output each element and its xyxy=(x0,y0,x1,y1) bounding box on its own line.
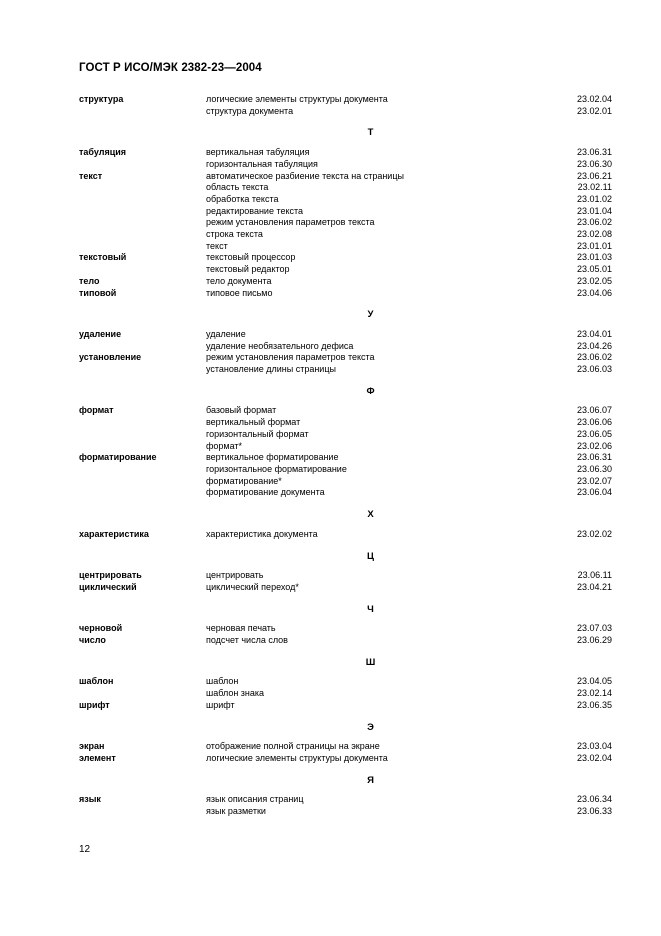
index-term: автоматическое разбиение текста на страницы xyxy=(206,170,404,181)
index-code: 23.04.26 xyxy=(576,340,612,351)
section-letter: Ф xyxy=(366,385,375,397)
index-term: текст xyxy=(206,240,228,251)
index-code: 23.06.05 xyxy=(576,428,612,439)
index-group xyxy=(79,288,612,300)
index-code: 23.02.02 xyxy=(576,528,612,539)
page-number: 12 xyxy=(79,844,91,855)
index-keyword: циклический xyxy=(79,581,137,592)
index-code: 23.02.07 xyxy=(576,475,612,486)
index-group xyxy=(79,147,612,170)
section-letter: Э xyxy=(367,721,374,733)
index-entry xyxy=(79,700,612,712)
section-letter: Ц xyxy=(367,550,374,562)
index-keyword: форматирование xyxy=(79,452,157,463)
index-group xyxy=(79,570,612,582)
section-letter: Ч xyxy=(367,603,374,615)
index-term: логические элементы структуры документа xyxy=(206,94,388,104)
index-term: вертикальное форматирование xyxy=(206,452,339,463)
index-entry xyxy=(79,741,612,753)
index-keyword xyxy=(79,688,206,700)
index-code: 23.05.01 xyxy=(576,264,612,275)
index-code: 23.01.03 xyxy=(576,252,612,263)
index-term: область текста xyxy=(206,182,269,193)
index-keyword xyxy=(79,364,206,376)
index-keyword xyxy=(79,429,206,441)
index-keyword xyxy=(79,229,206,241)
index-code: 23.01.01 xyxy=(576,240,612,251)
index-group xyxy=(79,529,612,541)
index-keyword xyxy=(79,182,206,194)
index-term: удаление необязательного дефиса xyxy=(206,340,354,351)
index-entry xyxy=(79,159,612,171)
index-term: текстовый процессор xyxy=(206,252,296,263)
index-term: форматирование документа xyxy=(206,487,325,498)
index-term: базовый формат xyxy=(206,405,277,416)
index-entry xyxy=(79,206,612,218)
index-code: 23.06.02 xyxy=(576,352,612,363)
index-entry xyxy=(79,417,612,429)
index-entry xyxy=(79,487,612,499)
index-term: вертикальный формат xyxy=(206,417,301,428)
index-entry xyxy=(79,94,612,106)
section-letter: Х xyxy=(367,509,374,521)
index-code: 23.06.03 xyxy=(576,364,612,375)
index-term: удаление xyxy=(206,328,246,339)
index-group xyxy=(79,700,612,712)
index-code: 23.02.14 xyxy=(576,688,612,699)
index-group xyxy=(79,794,612,817)
section-letter: Т xyxy=(367,127,374,139)
index-group xyxy=(79,252,612,275)
index-term: шрифт xyxy=(206,699,235,710)
index-keyword xyxy=(79,464,206,476)
index-term: типовое письмо xyxy=(206,287,273,298)
index-entry xyxy=(79,623,612,635)
index-code: 23.04.01 xyxy=(576,328,612,339)
index-entry xyxy=(79,529,612,541)
index-keyword: шаблон xyxy=(79,676,114,687)
index-keyword: элемент xyxy=(79,752,116,763)
index-entry xyxy=(79,106,612,118)
index-term: центрировать xyxy=(206,570,264,581)
index-term: вертикальная табуляция xyxy=(206,147,310,158)
index-keyword xyxy=(79,217,206,229)
index-keyword: текст xyxy=(79,170,103,181)
index-keyword: удаление xyxy=(79,328,122,339)
index-keyword xyxy=(79,206,206,218)
index-entry xyxy=(79,252,612,264)
index-code: 23.06.04 xyxy=(576,487,612,498)
index-code: 23.06.02 xyxy=(576,217,612,228)
index-term: подсчет числа слов xyxy=(206,635,288,646)
index-entry xyxy=(79,229,612,241)
index-keyword xyxy=(79,476,206,488)
index-keyword: типовой xyxy=(79,287,117,298)
index-keyword: язык xyxy=(79,794,101,805)
index-keyword xyxy=(79,487,206,499)
index-group xyxy=(79,405,612,452)
index-code: 23.06.30 xyxy=(576,158,612,169)
index-term: горизонтальное форматирование xyxy=(206,463,347,474)
index-entry xyxy=(79,171,612,183)
index-term: строка текста xyxy=(206,229,263,240)
index-code: 23.02.08 xyxy=(576,229,612,240)
index-term: язык разметки xyxy=(206,806,266,817)
index-code: 23.03.04 xyxy=(576,741,612,752)
index-keyword xyxy=(79,441,206,453)
index-keyword xyxy=(79,194,206,206)
index-group xyxy=(79,452,612,499)
index-group xyxy=(79,171,612,253)
index-keyword: шрифт xyxy=(79,699,110,710)
index-entry xyxy=(79,341,612,353)
index-code: 23.06.34 xyxy=(576,794,612,805)
index-code: 23.06.29 xyxy=(576,635,612,646)
index-entry xyxy=(79,688,612,700)
index-code: 23.07.03 xyxy=(576,623,612,634)
index-code: 23.06.07 xyxy=(576,405,612,416)
index-entry xyxy=(79,276,612,288)
index-keyword xyxy=(79,241,206,253)
index-group xyxy=(79,753,612,765)
index-code: 23.06.31 xyxy=(576,147,612,158)
index-group xyxy=(79,635,612,647)
index-term: характеристика документа xyxy=(206,528,318,539)
index-code: 23.04.21 xyxy=(576,581,612,592)
index-code: 23.02.05 xyxy=(576,275,612,286)
index-code: 23.06.33 xyxy=(576,806,612,817)
index-term: логические элементы структуры документа xyxy=(206,752,388,763)
index-group xyxy=(79,276,612,288)
index-keyword xyxy=(79,159,206,171)
index-term: редактирование текста xyxy=(206,205,304,216)
index-entry xyxy=(79,476,612,488)
index-keyword: установление xyxy=(79,352,142,363)
index-entry xyxy=(79,364,612,376)
index-code: 23.06.11 xyxy=(577,570,612,581)
index-entry xyxy=(79,352,612,364)
index-term: шаблон xyxy=(206,676,239,687)
index-code: 23.01.04 xyxy=(576,205,612,216)
index-entry xyxy=(79,405,612,417)
term-index xyxy=(79,94,612,818)
index-group xyxy=(79,741,612,753)
index-keyword: центрировать xyxy=(79,570,142,581)
index-group xyxy=(79,623,612,635)
index-keyword: число xyxy=(79,635,106,646)
index-keyword: характеристика xyxy=(79,528,149,539)
index-entry xyxy=(79,794,612,806)
index-keyword: тело xyxy=(79,275,100,286)
index-term: тело документа xyxy=(206,275,272,286)
index-term: режим установления параметров текста xyxy=(206,352,375,363)
index-code: 23.02.04 xyxy=(576,94,612,104)
index-term: шаблон знака xyxy=(206,688,265,699)
index-keyword: черновой xyxy=(79,623,123,634)
index-code: 23.02.01 xyxy=(576,105,612,116)
index-entry xyxy=(79,676,612,688)
index-code: 23.06.21 xyxy=(576,170,612,181)
index-keyword: текстовый xyxy=(79,252,127,263)
index-entry xyxy=(79,241,612,253)
index-term: обработка текста xyxy=(206,193,279,204)
index-entry xyxy=(79,182,612,194)
index-term: циклический переход* xyxy=(206,581,299,592)
index-entry xyxy=(79,464,612,476)
index-keyword: табуляция xyxy=(79,147,127,158)
index-group xyxy=(79,329,612,352)
index-entry xyxy=(79,570,612,582)
index-term: установление длины страницы xyxy=(206,364,336,375)
index-code: 23.06.30 xyxy=(576,463,612,474)
index-code: 23.06.31 xyxy=(576,452,612,463)
index-code: 23.02.04 xyxy=(576,752,612,763)
index-term: язык описания страниц xyxy=(206,794,304,805)
index-keyword xyxy=(79,806,206,818)
index-group xyxy=(79,582,612,594)
index-keyword: структура xyxy=(79,94,124,104)
index-entry xyxy=(79,452,612,464)
index-code: 23.01.02 xyxy=(576,193,612,204)
index-entry xyxy=(79,635,612,647)
index-code: 23.04.05 xyxy=(576,676,612,687)
index-entry xyxy=(79,806,612,818)
index-entry xyxy=(79,329,612,341)
index-keyword: формат xyxy=(79,405,114,416)
index-entry xyxy=(79,429,612,441)
index-code: 23.02.06 xyxy=(576,440,612,451)
index-keyword xyxy=(79,417,206,429)
index-entry xyxy=(79,288,612,300)
index-term: текстовый редактор xyxy=(206,264,290,275)
section-letter: Я xyxy=(367,774,374,786)
page-title: ГОСТ Р ИСО/МЭК 2382-23—2004 xyxy=(79,62,262,74)
index-keyword xyxy=(79,106,206,118)
index-term: горизонтальная табуляция xyxy=(206,158,318,169)
index-entry xyxy=(79,753,612,765)
index-code: 23.04.06 xyxy=(576,287,612,298)
index-entry xyxy=(79,582,612,594)
section-letter: Ш xyxy=(365,656,376,668)
index-keyword xyxy=(79,264,206,276)
index-group xyxy=(79,352,612,375)
index-term: горизонтальный формат xyxy=(206,428,309,439)
index-term: структура документа xyxy=(206,105,294,116)
index-group xyxy=(79,676,612,699)
index-group xyxy=(79,94,612,117)
index-keyword xyxy=(79,341,206,353)
index-entry xyxy=(79,147,612,159)
index-code: 23.06.35 xyxy=(576,699,612,710)
index-code: 23.06.06 xyxy=(576,417,612,428)
index-term: формат* xyxy=(206,440,243,451)
index-keyword: экран xyxy=(79,741,105,752)
section-letter: У xyxy=(367,309,374,321)
index-term: черновая печать xyxy=(206,623,276,634)
index-term: форматирование* xyxy=(206,475,282,486)
index-entry xyxy=(79,194,612,206)
index-term: отображение полной страницы на экране xyxy=(206,741,380,752)
index-entry xyxy=(79,441,612,453)
index-entry xyxy=(79,217,612,229)
index-code: 23.02.11 xyxy=(577,182,612,193)
index-term: режим установления параметров текста xyxy=(206,217,375,228)
index-entry xyxy=(79,264,612,276)
